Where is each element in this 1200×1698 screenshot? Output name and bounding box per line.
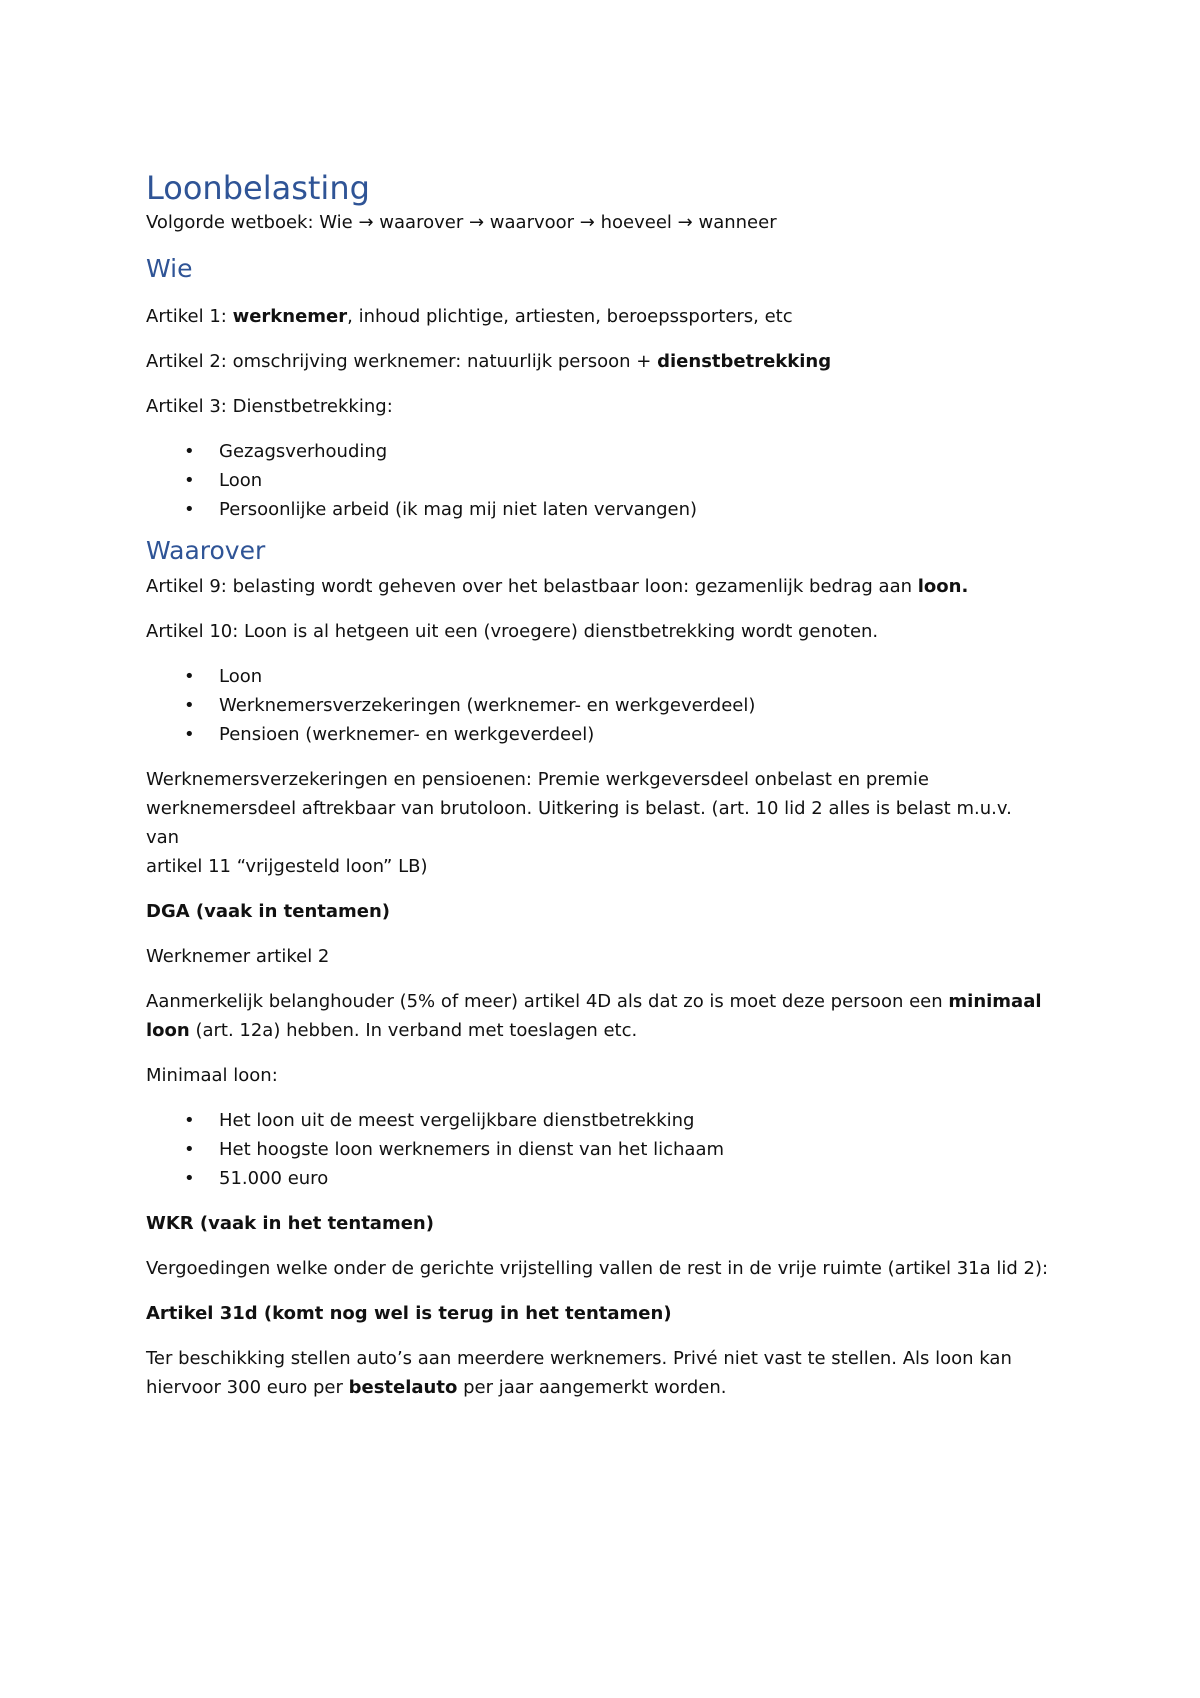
paragraph-artikel-1 <box>146 302 1050 331</box>
step-wie: Wie <box>319 212 353 233</box>
paragraph-minimaal-loon: Minimaal loon: <box>146 1065 278 1086</box>
list-item <box>146 691 1050 720</box>
bold-text: dienstbetrekking <box>657 351 832 372</box>
bullet-list-minimaal-loon <box>146 1106 1050 1193</box>
arrow-icon: → <box>677 212 693 233</box>
text: werknemersdeel aftrekbaar van brutoloon. Uitkering is belast. (art. 10 lid 2 alles is belast m.u.v. van <box>146 798 1012 848</box>
list-item <box>146 662 1050 691</box>
step-waarover: waarover <box>379 212 464 233</box>
step-waarvoor: waarvoor <box>489 212 575 233</box>
list-item <box>146 1106 1050 1135</box>
bullet-icon: • <box>184 470 195 491</box>
list-item <box>146 466 1050 495</box>
list-item-text: Pensioen (werknemer- en werkgeverdeel) <box>219 724 595 745</box>
list-item <box>146 720 1050 749</box>
list-item <box>146 437 1050 466</box>
text: , inhoud plichtige, artiesten, beroepssporters, etc <box>347 306 793 327</box>
text: Aanmerkelijk belanghouder (5% of meer) artikel 4D als dat zo is moet deze persoon een <box>146 991 949 1012</box>
bullet-icon: • <box>184 1110 195 1131</box>
paragraph-artikel-2 <box>146 347 1050 376</box>
paragraph-aanmerkelijk-belang <box>146 987 1050 1045</box>
bold-text: DGA (vaak in tentamen) <box>146 901 391 922</box>
bullet-icon: • <box>184 695 195 716</box>
list-item <box>146 495 1050 524</box>
text: (art. 12a) hebben. In verband met toeslagen etc. <box>189 1020 638 1041</box>
list-item-text: Het loon uit de meest vergelijkbare dienstbetrekking <box>219 1110 695 1131</box>
list-item-text: 51.000 euro <box>219 1168 329 1189</box>
bold-text: bestelauto <box>348 1377 458 1398</box>
paragraph-werknemersverzekeringen <box>146 765 1050 881</box>
list-item-text: Het hoogste loon werknemers in dienst van het lichaam <box>219 1139 725 1160</box>
subtitle <box>146 210 1050 236</box>
heading-dga <box>146 897 1050 926</box>
subtitle-prefix: Volgorde wetboek: <box>146 212 320 233</box>
document-title: Loonbelasting <box>146 169 370 207</box>
paragraph-artikel-3: Artikel 3: Dienstbetrekking: <box>146 396 393 417</box>
text: artikel 11 “vrijgesteld loon” LB) <box>146 856 428 877</box>
bullet-icon: • <box>184 724 195 745</box>
arrow-icon: → <box>358 212 374 233</box>
bullet-icon: • <box>184 441 195 462</box>
heading-waarover: Waarover <box>146 536 266 565</box>
list-item-text: Loon <box>219 666 263 687</box>
heading-wie: Wie <box>146 254 193 283</box>
list-item <box>146 1135 1050 1164</box>
bullet-icon: • <box>184 1139 195 1160</box>
text: Ter beschikking stellen auto’s aan meerdere werknemers. Privé niet vast te stellen. Als loon kan <box>146 1348 1012 1369</box>
text: Werknemersverzekeringen en pensioenen: Premie werkgeversdeel onbelast en premie <box>146 769 930 790</box>
bold-text: werknemer <box>232 306 348 327</box>
list-item <box>146 1164 1050 1193</box>
text: per jaar aangemerkt worden. <box>457 1377 727 1398</box>
bullet-icon: • <box>184 666 195 687</box>
bullet-list-loon <box>146 662 1050 749</box>
bold-text: minimaal <box>948 991 1042 1012</box>
text: Artikel 1: <box>146 306 233 327</box>
list-item-text: Werknemersverzekeringen (werknemer- en werkgeverdeel) <box>219 695 756 716</box>
paragraph-werknemer-artikel-2: Werknemer artikel 2 <box>146 946 330 967</box>
bold-text: loon. <box>917 576 969 597</box>
list-item-text: Persoonlijke arbeid (ik mag mij niet laten vervangen) <box>219 499 698 520</box>
paragraph-wkr: Vergoedingen welke onder de gerichte vrijstelling vallen de rest in de vrije ruimte (artikel 31a lid 2): <box>146 1258 1049 1279</box>
text: Artikel 9: belasting wordt geheven over het belastbaar loon: gezamenlijk bedrag aan <box>146 576 918 597</box>
arrow-icon: → <box>579 212 595 233</box>
bullet-icon: • <box>184 499 195 520</box>
heading-wkr <box>146 1209 1050 1238</box>
paragraph-artikel-31d <box>146 1344 1050 1402</box>
list-item-text: Loon <box>219 470 263 491</box>
paragraph-artikel-10: Artikel 10: Loon is al hetgeen uit een (vroegere) dienstbetrekking wordt genoten. <box>146 621 879 642</box>
bold-text: loon <box>146 1020 190 1041</box>
heading-artikel-31d <box>146 1299 1050 1328</box>
bullet-icon: • <box>184 1168 195 1189</box>
text: hiervoor 300 euro per <box>146 1377 349 1398</box>
bold-text: WKR (vaak in het tentamen) <box>146 1213 434 1234</box>
list-item-text: Gezagsverhouding <box>219 441 388 462</box>
bullet-list-dienstbetrekking <box>146 437 1050 524</box>
arrow-icon: → <box>468 212 485 233</box>
bold-text: Artikel 31d (komt nog wel is terug in het tentamen) <box>146 1303 672 1324</box>
paragraph-artikel-9 <box>146 572 1050 601</box>
text: Artikel 2: omschrijving werknemer: natuurlijk persoon + <box>146 351 658 372</box>
step-hoeveel: hoeveel <box>600 212 672 233</box>
step-wanneer: wanneer <box>698 212 777 233</box>
